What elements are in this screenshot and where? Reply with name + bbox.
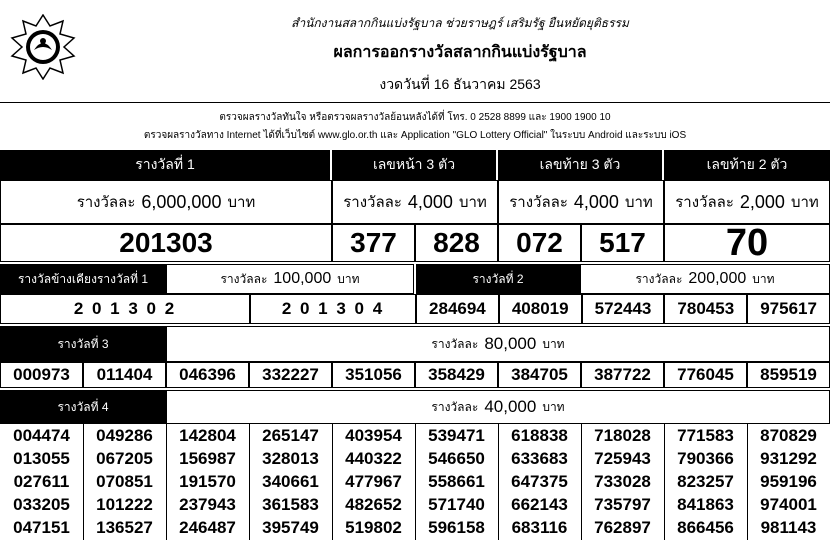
last2-title: เลขท้าย 2 ตัว bbox=[664, 150, 830, 180]
near-first-number: 2 0 1 3 0 4 bbox=[250, 294, 416, 324]
prize-number: 011404 bbox=[83, 362, 166, 388]
prize-number: 959196 bbox=[760, 471, 817, 491]
prize-number: 070851 bbox=[96, 471, 153, 491]
prize-number: 539471 bbox=[428, 425, 485, 445]
prize-number: 156987 bbox=[179, 448, 236, 468]
prize-number: 477967 bbox=[345, 471, 402, 491]
prize-number: 790366 bbox=[677, 448, 734, 468]
prize-number: 931292 bbox=[760, 448, 817, 468]
last2-number: 70 bbox=[664, 224, 830, 262]
prize-number: 981143 bbox=[760, 517, 817, 537]
prize-number: 237943 bbox=[179, 494, 236, 514]
prize-number: 047151 bbox=[13, 517, 70, 537]
prize-number: 049286 bbox=[96, 425, 153, 445]
prize-number: 596158 bbox=[428, 517, 485, 537]
prize-number: 067205 bbox=[96, 448, 153, 468]
prize-number: 101222 bbox=[96, 494, 153, 514]
last3-number: 517 bbox=[581, 224, 664, 262]
prize-number: 546650 bbox=[428, 448, 485, 468]
prize-number: 762897 bbox=[594, 517, 651, 537]
fourth-prize-amount: รางวัลละ 40,000 บาท bbox=[166, 390, 830, 424]
fourth-prize-title: รางวัลที่ 4 bbox=[0, 390, 166, 424]
office-line: สำนักงานสลากกินแบ่งรัฐบาล ช่วยราษฎร์ เสริมรัฐ ยืนหยัดยุติธรรม bbox=[291, 16, 629, 30]
front3-number: 828 bbox=[415, 224, 498, 262]
prize-number: 328013 bbox=[262, 448, 319, 468]
prize-number: 718028 bbox=[594, 425, 651, 445]
draw-date: งวดวันที่ 16 ธันวาคม 2563 bbox=[379, 76, 541, 92]
prize-number: 351056 bbox=[332, 362, 415, 388]
column-divider bbox=[664, 424, 665, 540]
near-first-number: 2 0 1 3 0 2 bbox=[0, 294, 250, 324]
prize-number: 384705 bbox=[498, 362, 581, 388]
front3-title: เลขหน้า 3 ตัว bbox=[332, 150, 496, 180]
prize-number: 361583 bbox=[262, 494, 319, 514]
column-divider bbox=[581, 424, 582, 540]
prize-number: 403954 bbox=[345, 425, 402, 445]
first-prize-amount: รางวัลละ 6,000,000 บาท bbox=[0, 180, 332, 224]
prize-number: 033205 bbox=[13, 494, 70, 514]
column-divider bbox=[166, 424, 167, 540]
prize-number: 482652 bbox=[345, 494, 402, 514]
prize-number: 733028 bbox=[594, 471, 651, 491]
prize-number: 633683 bbox=[511, 448, 568, 468]
page-title: ผลการออกรางวัลสลากกินแบ่งรัฐบาล bbox=[333, 44, 587, 61]
prize-number: 142804 bbox=[179, 425, 236, 445]
prize-number: 735797 bbox=[594, 494, 651, 514]
prize-number: 771583 bbox=[677, 425, 734, 445]
first-prize-title: รางวัลที่ 1 bbox=[0, 150, 330, 180]
prize-number: 859519 bbox=[747, 362, 830, 388]
prize-number: 571740 bbox=[428, 494, 485, 514]
second-prize-amount: รางวัลละ 200,000 บาท bbox=[580, 264, 830, 294]
prize-number: 440322 bbox=[345, 448, 402, 468]
divider bbox=[0, 102, 830, 103]
prize-number: 572443 bbox=[582, 294, 665, 324]
prize-number: 265147 bbox=[262, 425, 319, 445]
fourth-prize-numbers bbox=[0, 424, 830, 540]
prize-number: 000973 bbox=[0, 362, 83, 388]
column-divider bbox=[415, 424, 416, 540]
front3-number: 377 bbox=[332, 224, 415, 262]
front3-amount: รางวัลละ 4,000 บาท bbox=[332, 180, 498, 224]
prize-number: 558661 bbox=[428, 471, 485, 491]
near-first-amount: รางวัลละ 100,000 บาท bbox=[166, 264, 414, 294]
last3-number: 072 bbox=[498, 224, 581, 262]
prize-number: 332227 bbox=[249, 362, 332, 388]
prize-number: 823257 bbox=[677, 471, 734, 491]
third-prize-numbers bbox=[0, 362, 830, 388]
prize-number: 004474 bbox=[13, 425, 70, 445]
check-phone-info: ตรวจผลรางวัลทันใจ หรือตรวจผลรางวัลย้อนหลังได้ที่ โทร. 0 2528 8899 และ 1900 1900 10 bbox=[219, 112, 611, 123]
third-prize-amount: รางวัลละ 80,000 บาท bbox=[166, 326, 830, 362]
prize-number: 725943 bbox=[594, 448, 651, 468]
prize-number: 776045 bbox=[664, 362, 747, 388]
prize-number: 046396 bbox=[166, 362, 249, 388]
prize-number: 870829 bbox=[760, 425, 817, 445]
check-internet-info: ตรวจผลรางวัลทาง Internet ได้ที่เว็บไซต์ www.glo.or.th และ Application "GLO Lottery Official" ในระบบ Android และระบบ iOS bbox=[143, 130, 687, 141]
near-first-title: รางวัลข้างเคียงรางวัลที่ 1 bbox=[0, 264, 166, 294]
prize-number: 780453 bbox=[664, 294, 747, 324]
prize-number: 013055 bbox=[13, 448, 70, 468]
column-divider bbox=[498, 424, 499, 540]
column-divider bbox=[747, 424, 748, 540]
prize-number: 284694 bbox=[416, 294, 499, 324]
prize-number: 866456 bbox=[677, 517, 734, 537]
prize-number: 841863 bbox=[677, 494, 734, 514]
prize-number: 519802 bbox=[345, 517, 402, 537]
prize-number: 408019 bbox=[499, 294, 582, 324]
prize-number: 974001 bbox=[760, 494, 817, 514]
prize-number: 246487 bbox=[179, 517, 236, 537]
column-divider bbox=[249, 424, 250, 540]
prize-number: 191570 bbox=[179, 471, 236, 491]
second-prize-title: รางวัลที่ 2 bbox=[416, 264, 580, 294]
last2-amount: รางวัลละ 2,000 บาท bbox=[664, 180, 830, 224]
first-prize-number: 201303 bbox=[0, 224, 332, 262]
last3-amount: รางวัลละ 4,000 บาท bbox=[498, 180, 664, 224]
prize-number: 027611 bbox=[13, 471, 70, 491]
prize-number: 975617 bbox=[747, 294, 830, 324]
second-prize-numbers bbox=[416, 294, 830, 324]
prize-number: 340661 bbox=[262, 471, 319, 491]
last3-title: เลขท้าย 3 ตัว bbox=[498, 150, 662, 180]
prize-number: 662143 bbox=[511, 494, 568, 514]
prize-number: 395749 bbox=[262, 517, 319, 537]
prize-number: 136527 bbox=[96, 517, 153, 537]
prize-number: 358429 bbox=[415, 362, 498, 388]
prize-number: 647375 bbox=[511, 471, 568, 491]
column-divider bbox=[83, 424, 84, 540]
prize-number: 387722 bbox=[581, 362, 664, 388]
glo-logo-icon bbox=[10, 14, 76, 80]
third-prize-title: รางวัลที่ 3 bbox=[0, 326, 166, 362]
prize-number: 683116 bbox=[511, 517, 568, 537]
column-divider bbox=[332, 424, 333, 540]
prize-number: 618838 bbox=[511, 425, 568, 445]
